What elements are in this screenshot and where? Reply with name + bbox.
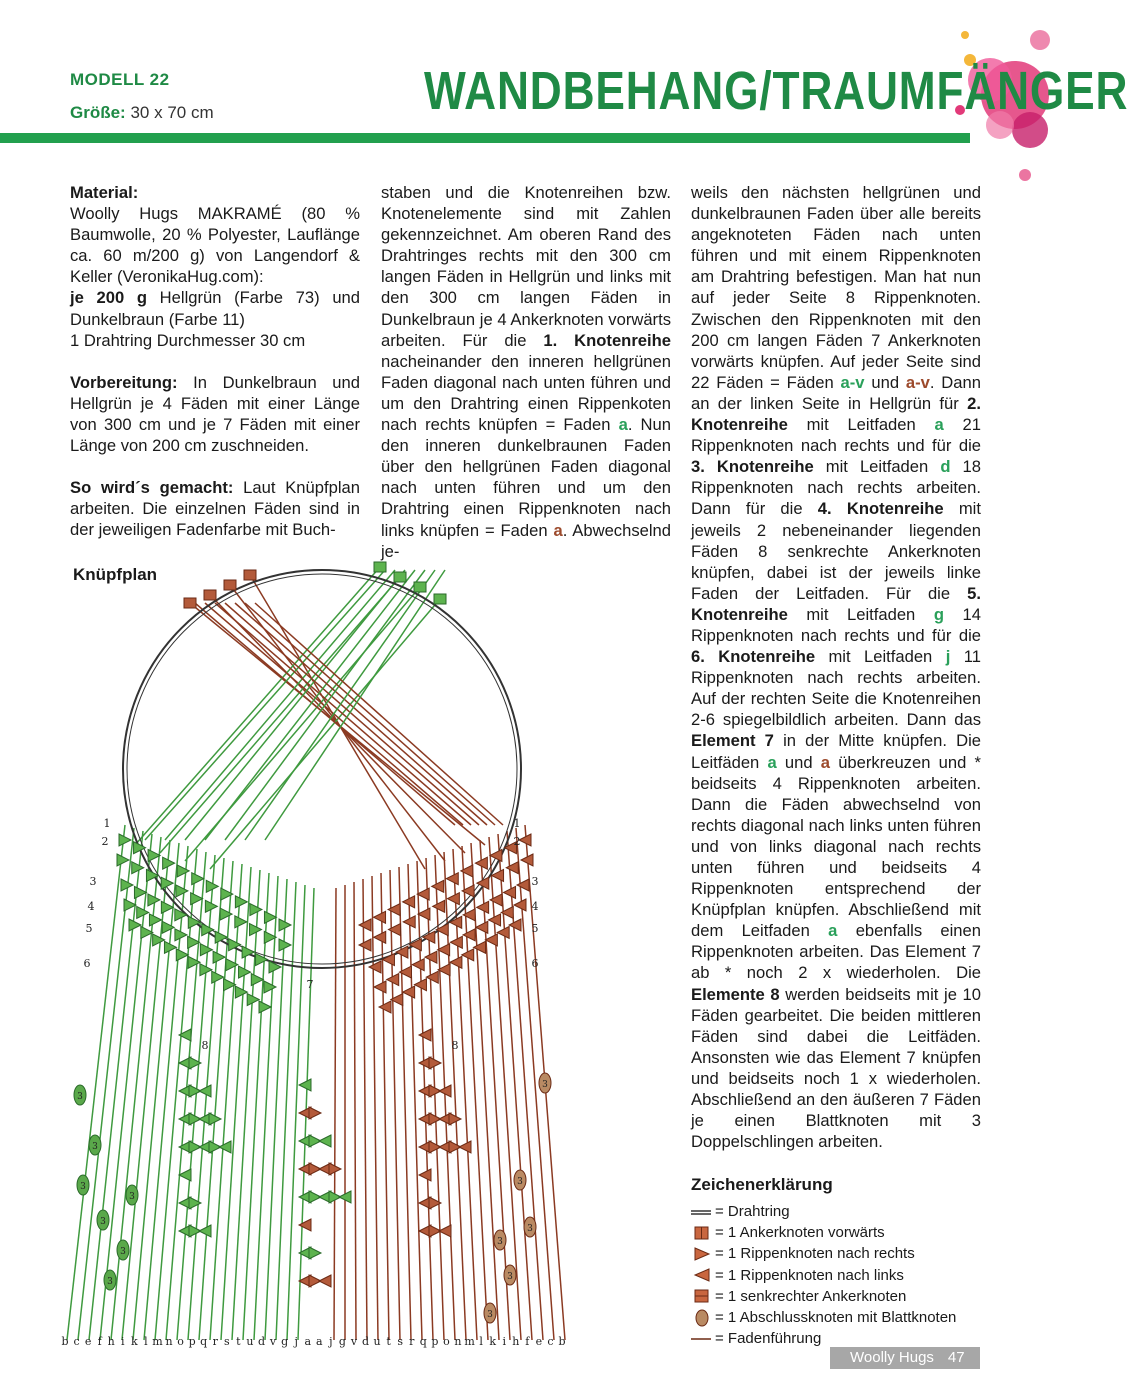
- c3-s14: und: [784, 752, 813, 772]
- rib-knot-mark: [264, 981, 276, 993]
- rib-knot-mark: [259, 1001, 271, 1013]
- c3-la2: a: [767, 752, 777, 772]
- page-number: 47: [947, 1349, 965, 1366]
- thread-line: [215, 603, 471, 825]
- rib-knot-mark: [199, 1085, 211, 1097]
- c3-la4: a: [828, 921, 838, 941]
- col2-bold-1: 1. Knotenreihe: [543, 330, 671, 350]
- leaf-knot-label: 3: [497, 1237, 503, 1247]
- rib-knot-mark: [220, 908, 232, 920]
- rib-knot-mark: [177, 865, 189, 877]
- thread-letter: r: [409, 1335, 415, 1348]
- rib-knot-mark: [490, 849, 502, 861]
- legend-item: = 1 Abschlussknoten mit Blattknoten: [691, 1307, 991, 1328]
- leaf-knot-label: 3: [100, 1217, 106, 1227]
- page-title: WANDBEHANG/TRAUMFÄNGER: [424, 61, 1128, 121]
- header-rule: [0, 133, 970, 143]
- row-number-left: 6: [83, 957, 91, 970]
- thread-letter: e: [84, 1335, 92, 1348]
- rib-knot-mark: [235, 986, 247, 998]
- anchor-knot-mark: [414, 582, 426, 592]
- rib-knot-mark: [382, 954, 394, 966]
- legend-title: Zeichenerklärung: [691, 1175, 833, 1194]
- thread-letter: f: [97, 1335, 102, 1348]
- legend-item: = 1 Rippenknoten nach links: [691, 1265, 991, 1286]
- rib-knot-mark: [477, 901, 489, 913]
- rib-knot-mark: [449, 1113, 461, 1125]
- thread-line: [334, 888, 336, 1340]
- leaf-knot-label: 3: [120, 1247, 126, 1257]
- rib-knot-mark: [299, 1079, 311, 1091]
- rib-knot-mark: [299, 1219, 311, 1231]
- rib-knot-mark: [309, 1247, 321, 1259]
- c3-lj: j: [945, 647, 951, 667]
- rib-knot-mark: [497, 926, 509, 938]
- c3-b3: 3. Knotenreihe: [691, 457, 814, 477]
- size-info: [70, 103, 214, 123]
- wire-ring-icon: [691, 1204, 713, 1220]
- col2-text-4: . Abwechselnd je-: [381, 520, 671, 561]
- rib-knot-mark: [132, 862, 144, 874]
- c3-s4: mit Leitfaden: [806, 415, 916, 435]
- element-label: 7: [306, 978, 314, 991]
- c3-s3: . Dann an der linken Seite in Hellgrün für: [691, 372, 981, 413]
- rib-knot-mark: [374, 931, 386, 943]
- rib-knot-mark: [235, 916, 247, 928]
- thread-letter: m: [152, 1335, 163, 1348]
- thread-letter: g: [338, 1335, 346, 1348]
- rib-knot-mark: [412, 959, 424, 971]
- thread-letter: i: [121, 1335, 125, 1348]
- rib-knot-right-icon: [691, 1246, 713, 1262]
- prep-text: In Dunkelbraun und Hellgrün je 4 Fäden mit einer Länge von 300 cm und je 7 Fäden mit einer Länge von 200 cm zuschneiden.: [70, 372, 360, 456]
- rib-knot-mark: [119, 834, 131, 846]
- material-text: Woolly Hugs MAKRAMÉ (80 % Baumwolle, 20 % Polyester, Lauflänge ca. 60 m/200 g) von Langendorf & Keller (VeronikaHug.com):: [70, 204, 360, 287]
- thread-line: [122, 840, 170, 1340]
- thread-letter: k: [131, 1335, 138, 1348]
- thread-letter: m: [464, 1335, 475, 1348]
- row-number-left: 3: [89, 875, 97, 888]
- rib-knot-mark: [403, 986, 415, 998]
- rib-knot-mark: [309, 1107, 321, 1119]
- anchor-knot-mark: [434, 594, 446, 604]
- rib-knot-mark: [504, 886, 516, 898]
- thread-letter: a: [304, 1335, 312, 1348]
- rib-knot-mark: [419, 1029, 431, 1041]
- leaf-knot-label: 3: [527, 1224, 533, 1234]
- legend: [691, 1175, 991, 1349]
- thread-letter: p: [431, 1335, 439, 1348]
- rib-knot-mark: [476, 921, 488, 933]
- rib-knot-mark: [419, 1169, 431, 1181]
- thread-letter: s: [397, 1335, 404, 1348]
- rib-knot-mark: [509, 919, 521, 931]
- rib-knot-mark: [450, 936, 462, 948]
- thread-letter: r: [212, 1335, 218, 1348]
- c3-s11: mit Leitfaden: [828, 647, 933, 667]
- rib-knot-mark: [200, 944, 212, 956]
- rib-knot-mark: [149, 914, 161, 926]
- leaf-knot-label: 3: [77, 1092, 83, 1102]
- model-number: MODELL 22: [70, 70, 170, 89]
- col2-text-1: staben und die Knotenreihen bzw. Knotenelemente sind mit Zahlen gekennzeichnet. Am oberen Rand des Drahtringes rechts mit den 300 cm langen Fäden in Hellgrün und links mit den 300 cm langen Fäden in Dunkelbraun je 4 Ankerknoten vorwärts arbeiten. Für die: [381, 183, 671, 350]
- thread-letter: c: [73, 1335, 80, 1348]
- thread-letter: d: [361, 1335, 370, 1348]
- thread-line: [225, 603, 479, 825]
- row-number-right: 4: [531, 900, 539, 913]
- col2-letter-a1: a: [618, 415, 628, 435]
- rib-knot-mark: [162, 921, 174, 933]
- thread-line: [245, 603, 495, 825]
- rib-knot-mark: [134, 842, 146, 854]
- rib-knot-mark: [425, 951, 437, 963]
- leaf-knot-label: 3: [487, 1310, 493, 1320]
- thread-letter: h: [107, 1335, 115, 1348]
- c3-s16: ebenfalls einen Rippenknoten arbeiten. Das Element 7 ab * noch 2 x wiederholen. Die: [691, 921, 981, 983]
- rib-knot-mark: [450, 956, 462, 968]
- rib-knot-mark: [388, 904, 400, 916]
- amount-text: Hellgrün (Farbe 73) und Dunkelbraun (Farbe 11): [70, 288, 360, 329]
- leaf-knot-label: 3: [129, 1192, 135, 1202]
- c3-b4: 4. Knotenreihe: [817, 499, 944, 519]
- how-text: Laut Knüpfplan arbeiten. Die einzelnen Fäden sind in der jeweiligen Fadenfarbe mit Buch-: [70, 478, 360, 540]
- rib-knot-mark: [319, 1275, 331, 1287]
- thread-letter: q: [419, 1335, 427, 1348]
- rib-knot-mark: [374, 911, 386, 923]
- rib-knot-mark: [117, 854, 129, 866]
- legend-item: = 1 Rippenknoten nach rechts: [691, 1243, 991, 1264]
- c3-s15: überkreuzen und * beidseits 4 Rippenknoten arbeiten. Dann die Fäden abwechselnd von rechts diagonal nach links unten führen und von links diagonal nach rechts unten führen und beidseits 4 Rippenknoten entsprechend der Knüpfplan knüpfen. Abschließend mit dem Leitfaden: [691, 752, 981, 941]
- rib-knot-mark: [176, 885, 188, 897]
- rib-knot-mark: [213, 951, 225, 963]
- thread-letter: a: [315, 1335, 323, 1348]
- vertical-anchor-knot-icon: [691, 1288, 713, 1304]
- rib-knot-left-icon: [691, 1267, 713, 1283]
- rib-knot-mark: [129, 919, 141, 931]
- diagram-title: Knüpfplan: [73, 565, 158, 584]
- thread-line: [498, 834, 532, 1340]
- rib-knot-mark: [432, 880, 444, 892]
- ring-text: 1 Drahtring Durchmesser 30 cm: [70, 330, 306, 350]
- thread-letter: t: [386, 1335, 391, 1348]
- rib-knot-mark: [188, 916, 200, 928]
- thread-line: [245, 570, 435, 840]
- c3-ld: d: [940, 457, 951, 477]
- legend-item: = 1 Ankerknoten vorwärts: [691, 1222, 991, 1243]
- rib-knot-mark: [235, 896, 247, 908]
- footer-brand: Woolly Hugs: [850, 1349, 934, 1366]
- c3-b7: Element 7: [691, 731, 774, 751]
- col2-text-2: nacheinander den inneren hellgrünen Faden diagonal nach unten führen und um den Drahtring einen Rippenkoten nach rechts knüpfen = Faden: [381, 351, 671, 435]
- legend-item: = 1 senkrechter Ankerknoten: [691, 1286, 991, 1307]
- row-number-left: 1: [103, 817, 111, 830]
- thread-letter: q: [200, 1335, 208, 1348]
- rib-knot-mark: [179, 1169, 191, 1181]
- thread-letter: j: [294, 1335, 298, 1348]
- size-label: Größe:: [70, 103, 126, 122]
- thread-line: [354, 882, 356, 1340]
- c3-b5: 5. Knotenreihe: [691, 583, 981, 624]
- c3-s17: werden beidseits mit je 10 Fäden gearbeitet. Die beiden mittleren Fäden sind dabei die Leitfäden. Ansonsten wie das Element 7 knüpfen und beidseits noch 1 x wiederholen. Abschließend an den äußeren 7 Fäden je einen Blattknoten mit 3 Doppelschlingen arbeiten.: [691, 984, 981, 1152]
- legend-item: = Drahtring: [691, 1201, 991, 1222]
- thread-line: [185, 570, 405, 840]
- anchor-knot-icon: [691, 1225, 713, 1241]
- c3-la: a: [934, 415, 944, 435]
- rib-knot-mark: [279, 939, 291, 951]
- c3-s6: mit Leitfaden: [825, 457, 929, 477]
- leaf-knot-label: 3: [80, 1182, 86, 1192]
- rib-knot-mark: [359, 919, 371, 931]
- c3-s10: 14 Rippenknoten nach rechts und für die: [691, 604, 981, 645]
- rib-knot-mark: [379, 1001, 391, 1013]
- row-number-right: 3: [531, 875, 539, 888]
- rib-knot-mark: [192, 873, 204, 885]
- rib-knot-mark: [134, 886, 146, 898]
- row-number-left: 5: [85, 922, 93, 935]
- c3-lg: g: [933, 604, 944, 624]
- column-1: [70, 182, 360, 540]
- thread-letter: k: [489, 1335, 496, 1348]
- amount-bold: je 200 g: [70, 288, 147, 308]
- rib-knot-mark: [447, 893, 459, 905]
- rib-knot-mark: [474, 941, 486, 953]
- thread-letter: o: [177, 1335, 184, 1348]
- thread-letter: d: [257, 1335, 266, 1348]
- rib-knot-mark: [519, 834, 531, 846]
- rib-knot-mark: [319, 1135, 331, 1147]
- thread-letter: v: [269, 1335, 277, 1348]
- leaf-knot-label: 3: [107, 1277, 113, 1287]
- rib-knot-mark: [250, 904, 262, 916]
- column-2: [381, 182, 671, 562]
- thread-line-icon: [691, 1331, 713, 1347]
- thread-letter: s: [223, 1335, 230, 1348]
- thread-line: [399, 867, 411, 1340]
- rib-knot-mark: [251, 974, 263, 986]
- row-number-right: 2: [513, 835, 521, 848]
- c3-s7: 18 Rippenknoten nach rechts arbeiten. Dann für die: [691, 457, 981, 519]
- rib-knot-mark: [188, 956, 200, 968]
- c3-b6: 6. Knotenreihe: [691, 647, 816, 667]
- anchor-knot-mark: [184, 598, 196, 608]
- prep-heading: Vorbereitung:: [70, 372, 178, 392]
- rib-knot-mark: [374, 981, 386, 993]
- rib-knot-mark: [153, 934, 165, 946]
- rib-knot-mark: [433, 900, 445, 912]
- thread-line: [225, 570, 425, 840]
- leaf-knot-icon: [691, 1310, 713, 1326]
- c3-s9: mit Leitfaden: [806, 604, 916, 624]
- thread-letter: n: [165, 1335, 173, 1348]
- thread-line: [195, 603, 455, 825]
- c3-s5: 21 Rippenknoten nach rechts und für die: [691, 415, 981, 456]
- thread-letter: b: [558, 1335, 566, 1348]
- element-label: 8: [451, 1039, 459, 1052]
- rib-knot-mark: [199, 1225, 211, 1237]
- legend-item: = Fadenführung: [691, 1328, 991, 1349]
- column-3: [691, 182, 981, 1152]
- thread-line: [111, 837, 161, 1340]
- row-number-right: 5: [531, 922, 539, 935]
- thread-letter: f: [525, 1335, 530, 1348]
- thread-letter: u: [373, 1335, 381, 1348]
- c3-s12: 11 Rippenknoten nach rechts arbeiten. Auf der rechten Seite die Knotenreihen 2-6 spiegelbildlich arbeiten. Dann das: [691, 647, 981, 730]
- thread-letter: t: [236, 1335, 241, 1348]
- rib-knot-mark: [161, 901, 173, 913]
- thread-letter: n: [454, 1335, 462, 1348]
- thread-letter: p: [188, 1335, 196, 1348]
- thread-letter: l: [479, 1335, 483, 1348]
- c3-s1: weils den nächsten hellgrünen und dunkelbraunen Faden über alle bereits angeknoteten Fäden nach unten führen und mit einem Rippenknoten am Drahtring befestigen. Man hat nun auf jeder Seite 8 Rippenknoten. Zwischen den Rippenknoten mit den 200 cm langen Fäden 7 Ankerknoten vorwärts knüpfen. Auf jeder Seite sind 22 Fäden = Fäden: [691, 183, 981, 392]
- c3-s8: mit jeweils 2 nebeneinander liegenden Fäden 8 senkrechte Ankerknoten knüpfen, dabei ist der jeweils linke Faden der Leitfaden. Für die: [691, 499, 981, 603]
- c3-av1: a-v: [840, 372, 865, 392]
- how-heading: So wird´s gemacht:: [70, 478, 234, 498]
- thread-letter: b: [61, 1335, 69, 1348]
- anchor-knot-mark: [374, 562, 386, 572]
- thread-letter: h: [512, 1335, 520, 1348]
- row-number-left: 4: [87, 900, 95, 913]
- thread-letter: o: [443, 1335, 450, 1348]
- c3-s13: in der Mitte knüpfen. Die Leitfäden: [691, 731, 981, 772]
- thread-letter: g: [281, 1335, 289, 1348]
- thread-letter: v: [350, 1335, 358, 1348]
- rib-knot-mark: [446, 873, 458, 885]
- rib-knot-mark: [463, 929, 475, 941]
- anchor-knot-mark: [394, 572, 406, 582]
- rib-knot-mark: [212, 971, 224, 983]
- c3-s2: und: [871, 372, 900, 392]
- c3-av2: a-v: [905, 372, 930, 392]
- thread-line: [372, 876, 378, 1340]
- rib-knot-mark: [176, 949, 188, 961]
- rib-knot-mark: [426, 971, 438, 983]
- anchor-knot-mark: [204, 590, 216, 600]
- thread-letter: l: [144, 1335, 148, 1348]
- rib-knot-mark: [418, 908, 430, 920]
- leaf-knot-label: 3: [542, 1080, 548, 1090]
- row-number-right: 1: [513, 817, 521, 830]
- thread-letter: j: [329, 1335, 333, 1348]
- c3-b8: Elemente 8: [691, 984, 780, 1004]
- rib-knot-mark: [490, 894, 502, 906]
- anchor-knot-mark: [244, 570, 256, 580]
- leaf-knot-label: 3: [507, 1272, 513, 1282]
- rib-knot-mark: [219, 1141, 231, 1153]
- thread-line: [160, 577, 400, 853]
- row-number-right: 6: [531, 957, 539, 970]
- thread-line: [250, 575, 425, 869]
- rib-knot-mark: [388, 924, 400, 936]
- rib-knot-mark: [459, 1141, 471, 1153]
- thread-letter: u: [246, 1335, 254, 1348]
- thread-letter: i: [502, 1335, 506, 1348]
- leaf-knot-label: 3: [92, 1142, 98, 1152]
- rib-knot-mark: [506, 862, 518, 874]
- material-heading: Material:: [70, 183, 139, 202]
- thread-line: [254, 876, 278, 1340]
- thread-line: [210, 599, 440, 869]
- rib-knot-mark: [359, 939, 371, 951]
- leaf-knot-label: 3: [517, 1177, 523, 1187]
- rib-knot-mark: [485, 934, 497, 946]
- rib-knot-mark: [429, 1057, 441, 1069]
- col2-letter-a2: a: [553, 520, 563, 540]
- rib-knot-mark: [517, 879, 529, 891]
- rib-knot-mark: [264, 911, 276, 923]
- thread-line: [265, 570, 445, 840]
- anchor-knot-mark: [224, 580, 236, 590]
- size-value: 30 x 70 cm: [130, 103, 214, 122]
- rib-knot-mark: [191, 893, 203, 905]
- element-label: 8: [201, 1039, 209, 1052]
- knotting-diagram: [55, 555, 580, 1355]
- page-footer: [830, 1347, 980, 1369]
- rib-knot-mark: [514, 899, 526, 911]
- row-number-left: 2: [101, 835, 109, 848]
- thread-letter: c: [547, 1335, 554, 1348]
- c3-la3: a: [820, 752, 830, 772]
- thread-letter: e: [535, 1335, 543, 1348]
- rib-knot-mark: [137, 906, 149, 918]
- c3-b2: 2. Knotenreihe: [691, 393, 981, 435]
- col2-text-3: . Nun den inneren dunkelbraunen Faden über den hellgrünen Faden diagonal nach unten führen und um den Drahtring einen Rippenknoten nach links knüpfen = Faden: [381, 415, 671, 540]
- thread-line: [390, 870, 400, 1340]
